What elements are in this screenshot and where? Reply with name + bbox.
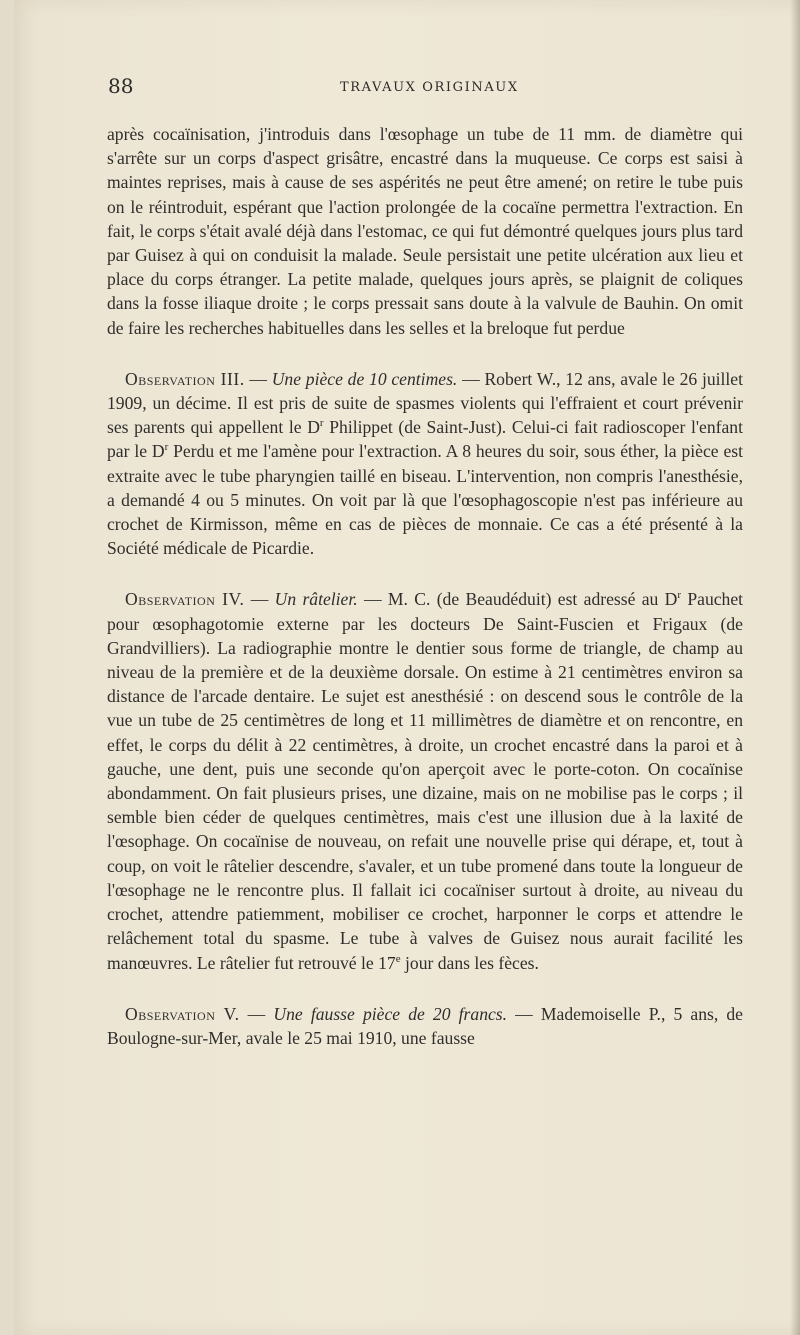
observation-3-label: Observation III. xyxy=(125,368,245,389)
running-title: TRAVAUX ORIGINAUX xyxy=(340,80,519,95)
observation-3-text-b: Philippet (de Saint-Just). Celui-ci fait radioscoper l'enfant par le D xyxy=(107,417,743,462)
observation-3-sup-1: r xyxy=(319,417,324,430)
observation-3-dash: — xyxy=(244,368,272,389)
paragraph-spacer xyxy=(107,340,743,367)
page-number: 88 xyxy=(108,74,134,98)
observation-5-title: Une fausse pièce de 20 francs. xyxy=(273,1003,508,1024)
observation-3-text-c: Perdu et me l'amène pour l'extraction. A 8 heures du soir, sous éther, la pièce est extraite avec le tube pharyngien taillé en biseau. L'intervention, non compris l'anesthésie, a demandé 4 ou 5 minutes. On voit par là que l'œsophagoscopie n'est pas inférieure au crochet de Kirmisson, même en cas de pièces de monnaie. Ce cas a été présenté à la Société médicale de Picardie. xyxy=(107,441,744,559)
observation-5 xyxy=(107,1002,743,1050)
page-spine-shadow xyxy=(790,0,800,1335)
observation-4-text-a: — M. C. (de Beaudéduit) est adressé au D xyxy=(357,589,678,610)
paragraph-spacer xyxy=(107,975,743,1002)
observation-4 xyxy=(107,587,743,974)
observation-3-title: Une pièce de 10 centimes. xyxy=(271,368,458,389)
observation-4-title: Un râtelier. xyxy=(274,589,358,610)
observation-3 xyxy=(107,367,743,561)
observation-4-label: Observation IV. xyxy=(125,589,245,610)
page-body xyxy=(107,122,743,1050)
page-header xyxy=(108,74,748,104)
observation-4-sup-2: e xyxy=(395,952,401,965)
observation-4-text-c: jour dans les fèces. xyxy=(400,952,539,973)
paragraph-spacer xyxy=(107,560,743,587)
observation-4-sup-1: r xyxy=(677,589,682,602)
paragraph-continuation: après cocaïnisation, j'introduis dans l'œsophage un tube de 11 mm. de diamètre qui s'arrête sur un corps d'aspect grisâtre, encastré dans la muqueuse. Ce corps est saisi à maintes reprises, mais à cause de ses aspérités ne peut être amené; on retire le tube puis on le réintroduit, espérant que l'action prolongée de la cocaïne permettra l'extraction. En fait, le corps s'était avalé déjà dans l'estomac, ce qui fut démontré quelques jours plus tard par Guisez à qui on conduisit la malade. Seule persistait une petite ulcération aux lieu et place du corps étranger. La petite malade, quelques jours après, se plaignit de coliques dans la fosse iliaque droite ; le corps pressait sans doute à la valvule de Bauhin. On omit de faire les recherches habituelles dans les selles et la breloque fut perdue xyxy=(107,124,743,338)
observation-3-text-a: — Robert W., 12 ans, avale le 26 juillet 1909, un décime. Il est pris de suite de spasmes violents qui l'effraient et court prévenir ses parents qui appellent le D xyxy=(107,368,743,438)
observation-4-dash: — xyxy=(244,589,275,610)
observation-4-text-b: Pauchet pour œsophagotomie externe par les docteurs De Saint-Fuscien et Frigaux (de Grandvilliers). La radiographie montre le dentier sous forme de triangle, de champ au niveau de la première et de la deuxième dorsale. On estime à 21 centimètres environ sa distance de l'arcade dentaire. Le sujet est anesthésié : on descend sous le contrôle de la vue un tube de 25 centimètres de long et 11 millimètres de diamètre et on rencontre, en effet, le corps du délit à 22 centimètres, à droite, un crochet encastré dans la paroi et à gauche, une dent, puis une seconde qu'on aperçoit avec le porte-coton. On cocaïnise abondamment. On fait plusieurs prises, une dizaine, mais on ne mobilise pas le corps ; il semble bien céder de quelques centimètres, mais c'est une illusion due à la laxité de l'œsophage. On cocaïnise de nouveau, on refait une nouvelle prise qui dérape, et, tout à coup, on voit le râtelier descendre, s'avaler, et un tube promené dans toute la longueur de l'œsophage ne le rencontre plus. Il fallait ici cocaïniser surtout à droite, au niveau du crochet, attendre patiemment, mobiliser ce crochet, harponner le corps et attendre le relâchement total du spasme. Le tube à valves de Guisez nous aurait facilité les manœuvres. Le râtelier fut retrouvé le 17 xyxy=(107,589,744,973)
observation-3-sup-2: r xyxy=(164,441,169,454)
observation-5-label: Observation V. xyxy=(125,1003,240,1024)
observation-5-text-a: — Mademoiselle P., 5 ans, de Boulogne-sur-Mer, avale le 25 mai 1910, une fausse xyxy=(107,1003,743,1048)
observation-5-dash: — xyxy=(239,1003,274,1024)
